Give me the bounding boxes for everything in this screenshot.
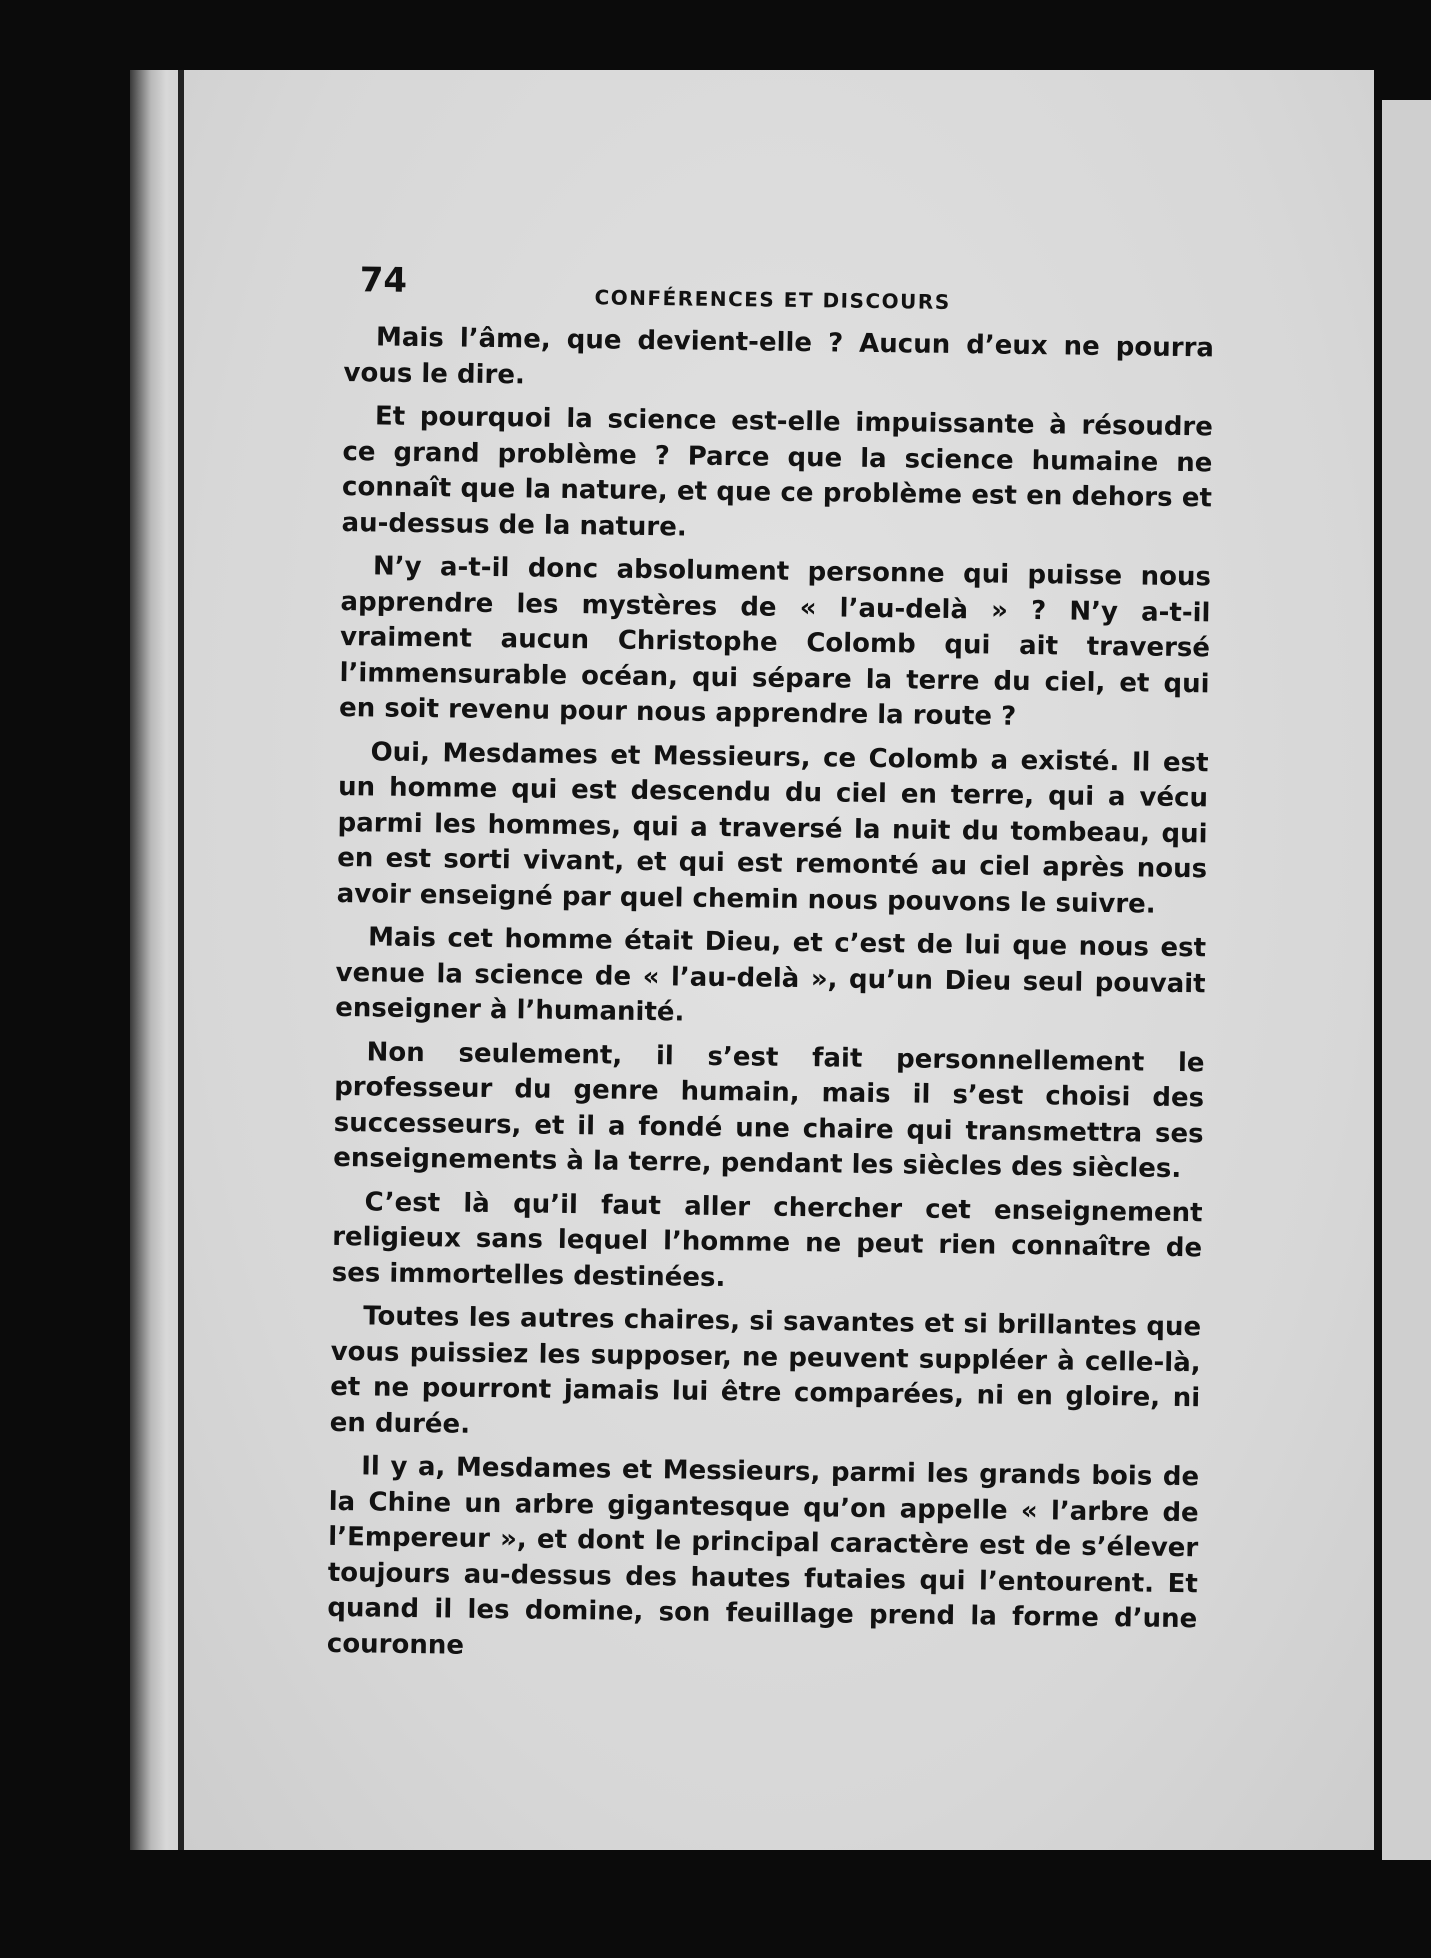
paragraph-7: C’est là qu’il faut aller chercher cet enseignement religieux sans lequel l’homme ne peut rien connaître de ses immortelles destinées. [331,1186,1203,1293]
page-text-block [327,260,1215,1681]
paragraph-4: Oui, Mesdames et Messieurs, ce Colomb a existé. Il est un homme qui est descendu du ciel en terre, qui a vécu parmi les hommes, qui a traversé la nuit du tombeau, qui en est sorti vivant, et qui est remonté au ciel après nous avoir enseigné par quel chemin nous pouvons le suivre. [336,736,1209,920]
paragraph-8: Toutes les autres chaires, si savantes et si brillantes que vous puissiez les supposer, ne peuvent suppléer à celle-là, et ne pourront jamais lui être comparées, ni en gloire, ni en durée. [329,1301,1202,1440]
page-header [344,260,1215,331]
page-number: 74 [359,260,408,301]
paragraph-3: N’y a-t-il donc absolument personne qui puisse nous apprendre les mystères de « l’au-delà » ? N’y a-t-il vraiment aucun Christophe Colomb qui ait traversé l’immensurable océan, qui sépare la terre du ciel, et qui en soit revenu pour nous apprendre la route ? [338,551,1212,732]
paragraph-6: Non seulement, il s’est fait personnellement le professeur du genre humain, mais il s’est choisi des successeurs, et il a fondé une chaire qui transmettra ses enseignements à la terre, pendant les siècles des siècles. [333,1036,1205,1185]
paragraph-9: Il y a, Mesdames et Messieurs, parmi les grands bois de la Chine un arbre gigantesque qu’on appelle « l’arbre de l’Empereur », et dont le principal caractère est de s’élever toujours au-dessus des hautes futaies qui l’entourent. Et quand il les domine, son feuillage prend la forme d’une couronne [326,1451,1200,1661]
running-title: CONFÉRENCES ET DISCOURS [594,285,951,314]
paragraph-2: Et pourquoi la science est-elle impuissante à résoudre ce grand problème ? Parce que la science humaine ne connaît que la nature, et que ce problème est en dehors et au-dessus de la nature. [341,401,1214,542]
paragraph-1: Mais l’âme, que devient-elle ? Aucun d’eux ne pourra vous le dire. [343,322,1215,390]
paragraph-5: Mais cet homme était Dieu, et c’est de lui que nous est venue la science de « l’au-delà », qu’un Dieu seul pouvait enseigner à l’humanité. [335,922,1207,1028]
next-page-strip [1382,100,1431,1860]
page-right-edge [1374,110,1382,1850]
